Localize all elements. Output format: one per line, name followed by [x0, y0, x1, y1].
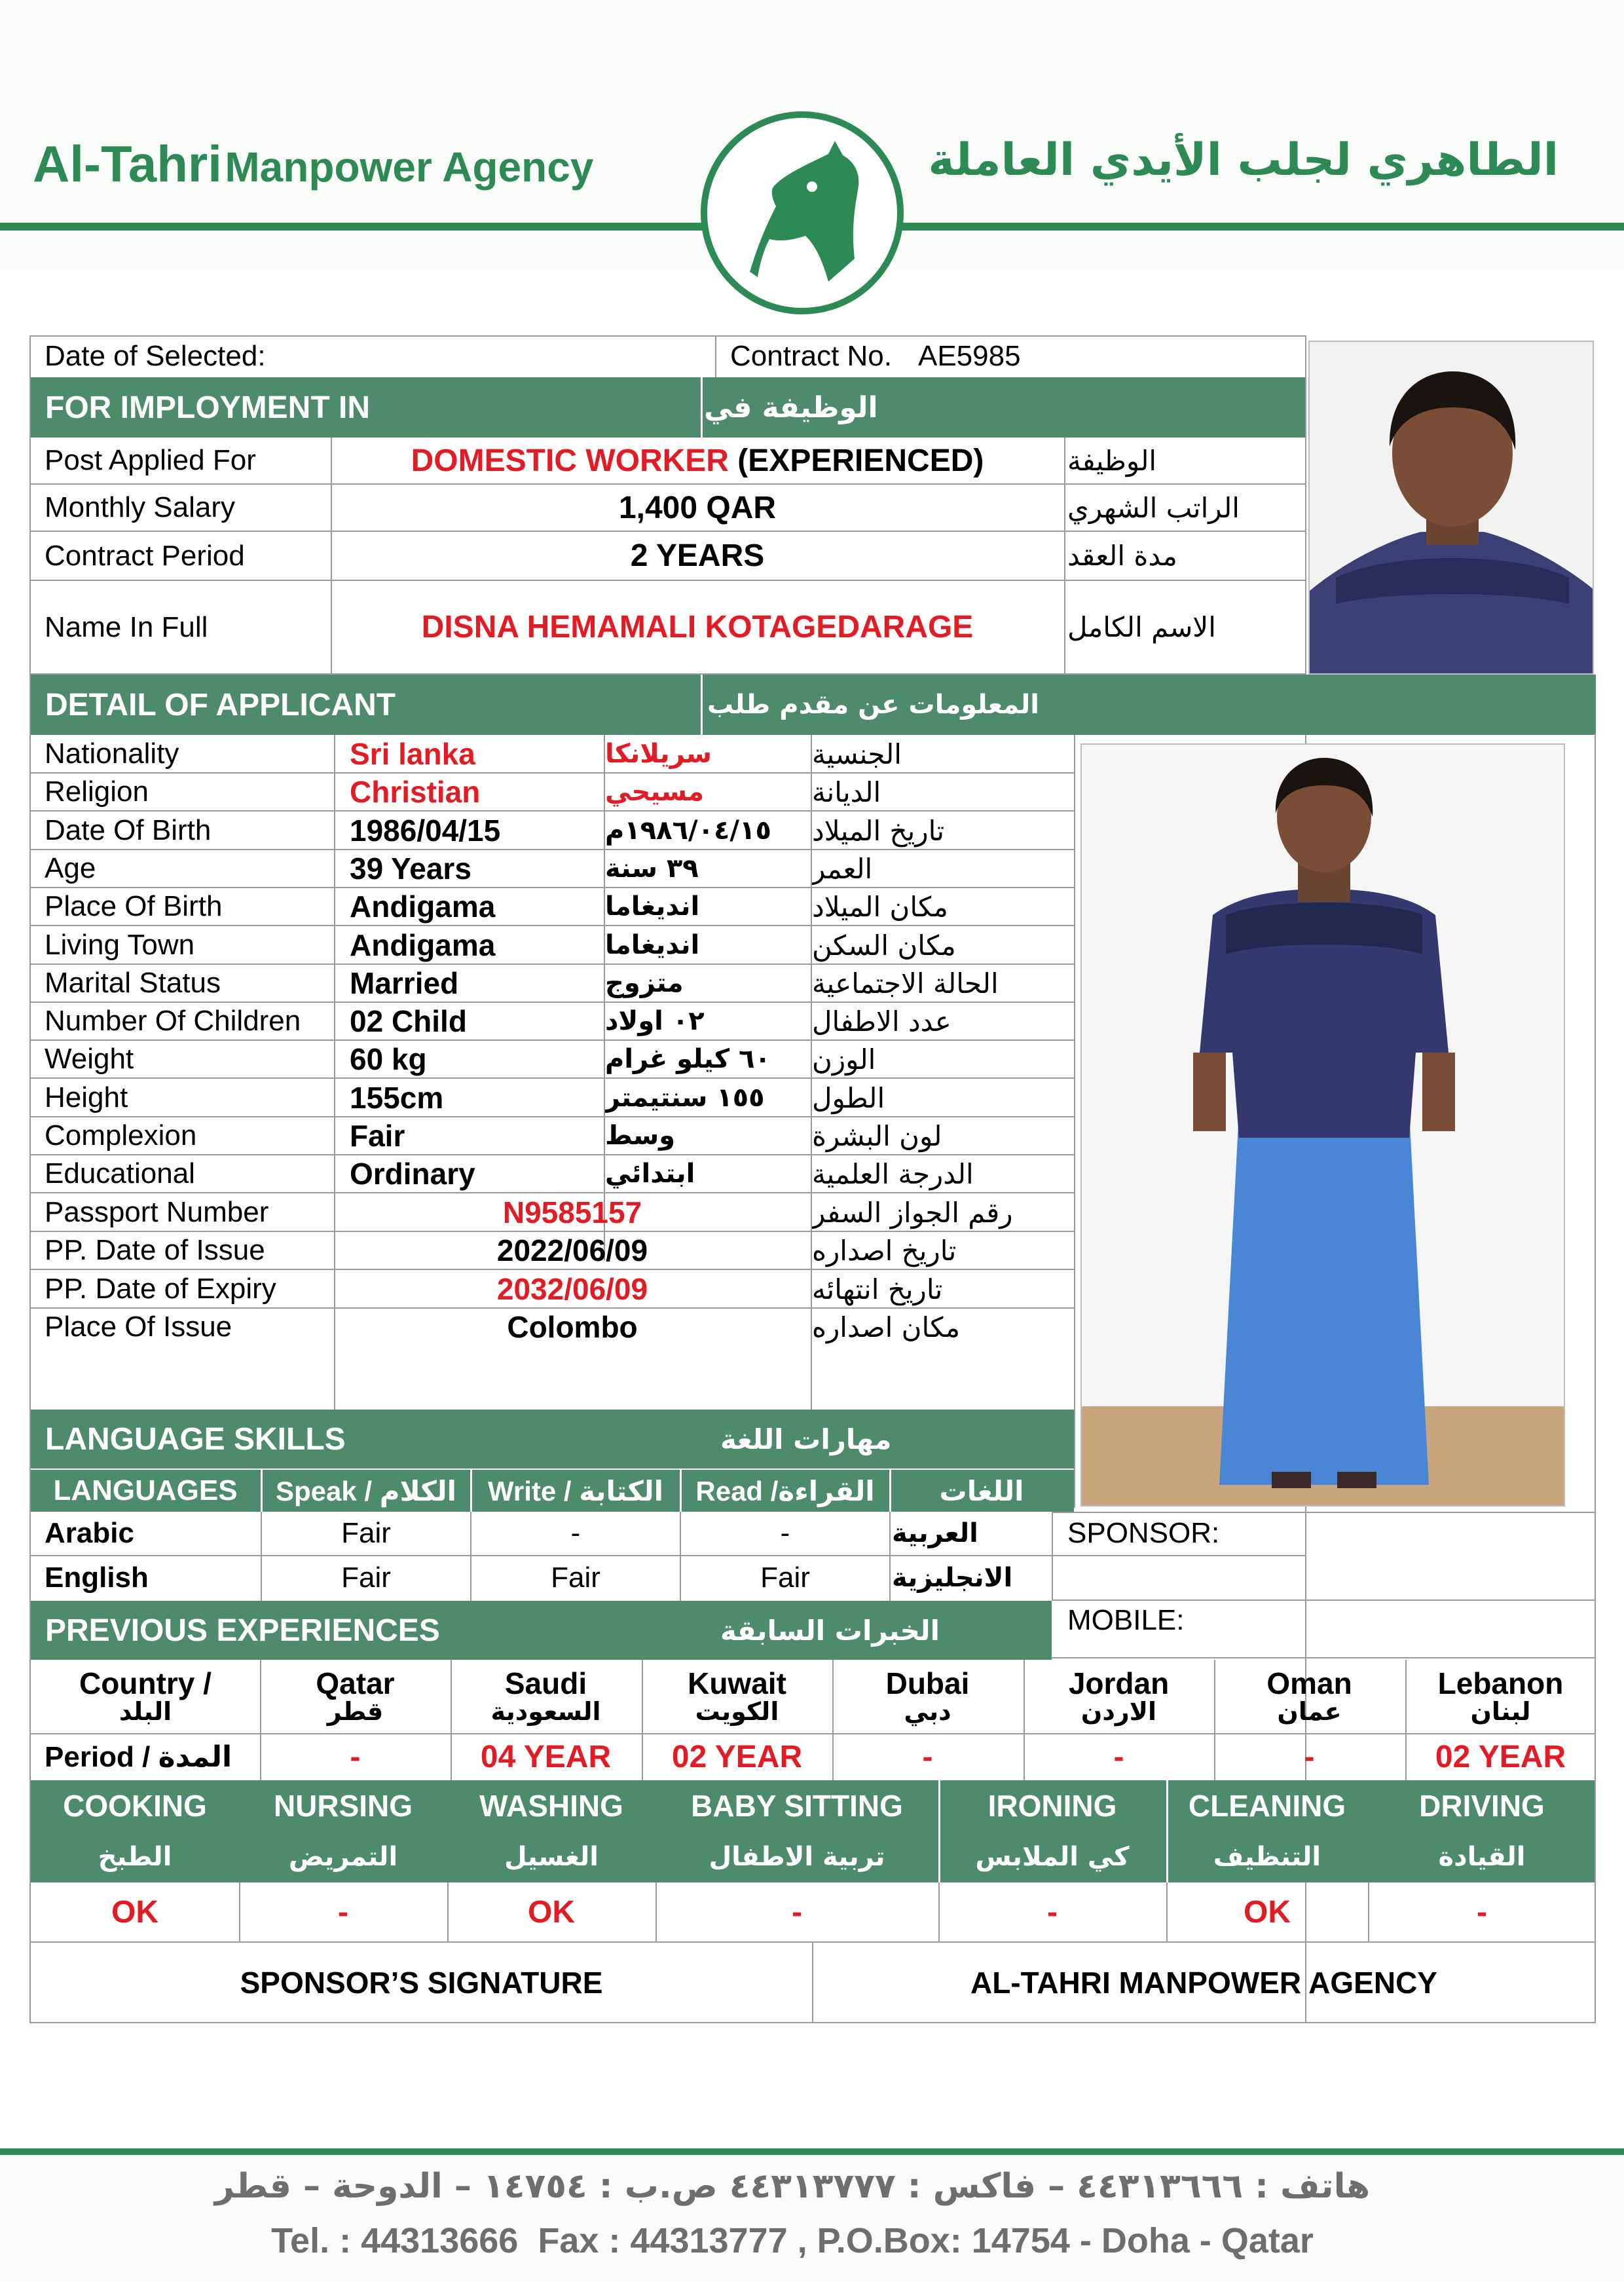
exp-country-ar: لبنان — [1470, 1697, 1531, 1727]
sponsor-label: SPONSOR: — [1067, 1517, 1220, 1549]
applicant-value-ar: ١٥٥ سنتيمتر — [605, 1083, 765, 1113]
value-name: DISNA HEMAMALI KOTAGEDARAGE — [421, 610, 974, 645]
applicant-label-en: Weight — [45, 1043, 134, 1075]
date-selected-label: Date of Selected: — [45, 340, 266, 372]
lang-english-speak: Fair — [341, 1562, 391, 1594]
applicant-value-ar: سريلانكا — [605, 739, 712, 769]
applicant-value-en: 39 Years — [350, 851, 471, 886]
experience-title-en: PREVIOUS EXPERIENCES — [45, 1613, 440, 1648]
applicant-label-ar: الديانة — [812, 776, 881, 808]
passport-label-ar: رقم الجواز السفر — [812, 1196, 1013, 1229]
applicant-label-en: Age — [45, 852, 96, 884]
lang-english: English — [45, 1562, 149, 1594]
applicant-value-ar: انديغاما — [605, 891, 700, 922]
lang-arabic-read: - — [780, 1517, 790, 1549]
applicant-value-en: 1986/04/15 — [350, 814, 501, 848]
value-period: 2 YEARS — [630, 538, 765, 573]
applicant-label-ar: الوزن — [812, 1043, 876, 1076]
label-salary: Monthly Salary — [45, 491, 236, 523]
lang-col-read: Read /القراءة — [695, 1475, 875, 1506]
exp-country-cell — [832, 1660, 1023, 1733]
divider — [938, 1882, 940, 1941]
passport-value: Colombo — [507, 1310, 638, 1344]
employment-title-ar: الوظيفة في — [704, 377, 1293, 438]
exp-country-ar: البلد — [119, 1697, 172, 1727]
applicant-label-en: Place Of Birth — [45, 890, 223, 922]
label-period: Contract Period — [45, 539, 245, 572]
skill-value: - — [792, 1894, 802, 1930]
applicant-label-ar: عدد الاطفال — [812, 1005, 951, 1038]
exp-country-cell — [642, 1660, 832, 1733]
contract-label: Contract No. — [730, 340, 892, 372]
skill-value: - — [1047, 1894, 1058, 1930]
lang-col-write: Write / الكتابة — [488, 1475, 663, 1506]
divider — [1368, 1882, 1369, 1941]
exp-country-ar: قطر — [327, 1697, 384, 1727]
applicant-value-en: Christian — [350, 775, 481, 809]
applicant-label-en: Educational — [45, 1157, 195, 1189]
skill-name-en: IRONING — [987, 1789, 1117, 1823]
skill-name-ar: الغسيل — [504, 1842, 599, 1872]
exp-country-en: Saudi — [504, 1666, 587, 1700]
lang-arabic-ar: العربية — [892, 1518, 978, 1548]
label-salary-ar: الراتب الشهري — [1067, 491, 1240, 524]
applicant-value-en: Fair — [350, 1119, 405, 1153]
applicant-value-ar: متزوج — [605, 968, 684, 998]
passport-label-en: PP. Date of Expiry — [45, 1273, 276, 1305]
applicant-label-ar: لون البشرة — [812, 1119, 942, 1152]
applicant-label-en: Religion — [45, 776, 149, 808]
exp-period-value: - — [350, 1739, 361, 1774]
exp-country-en: Kuwait — [688, 1666, 786, 1700]
exp-country-en: Country / — [79, 1666, 212, 1700]
exp-country-en: Oman — [1266, 1666, 1352, 1700]
applicant-label-en: Living Town — [45, 929, 195, 961]
brand-en-main: Al-Tahri — [33, 135, 222, 193]
divider — [701, 377, 703, 438]
applicant-label-en: Number Of Children — [45, 1005, 301, 1037]
skill-value: - — [1477, 1894, 1487, 1930]
skill-name-en: CLEANING — [1188, 1789, 1346, 1823]
applicant-value-en: Andigama — [350, 928, 496, 962]
applicant-label-en: Nationality — [45, 738, 179, 770]
brand-en — [33, 134, 593, 194]
applicant-value-en: Sri lanka — [350, 737, 475, 771]
exp-period-value: 02 YEAR — [671, 1739, 803, 1774]
contract-no — [730, 335, 1306, 377]
skill-value: OK — [528, 1894, 575, 1930]
passport-value: N9585157 — [502, 1195, 642, 1229]
applicant-label-ar: الجنسية — [812, 738, 902, 770]
applicant-value-en: Married — [350, 966, 459, 1000]
exp-period-value: - — [1304, 1739, 1315, 1774]
divider — [715, 335, 716, 377]
footer-en: Tel. : 44313666 Fax : 44313777 , P.O.Box: 14754 - Doha - Qatar — [271, 2221, 1314, 2260]
label-name: Name In Full — [45, 610, 208, 643]
exp-country-ar: الاردن — [1080, 1697, 1157, 1727]
applicant-value-ar: ١٩٨٦/٠٤/١٥م — [605, 815, 771, 846]
lang-english-read: Fair — [760, 1562, 810, 1594]
exp-country-cell — [451, 1660, 641, 1733]
brand-en-sub: Manpower Agency — [225, 143, 594, 191]
exp-country-ar: عمان — [1277, 1697, 1342, 1727]
applicant-label-ar: الحالة الاجتماعية — [812, 967, 999, 1000]
lang-col-languages: LANGUAGES — [53, 1474, 238, 1506]
skill-name-en: NURSING — [273, 1789, 413, 1823]
applicant-value-en: 60 kg — [350, 1042, 427, 1076]
divider — [239, 1882, 240, 1941]
exp-period-label: Period / المدة — [45, 1740, 232, 1773]
applicant-value-ar: ٠٢ اولاد — [605, 1006, 705, 1036]
exp-country-cell — [1024, 1660, 1214, 1733]
applicant-value-en: Ordinary — [350, 1157, 475, 1191]
exp-period-value: 02 YEAR — [1435, 1739, 1566, 1774]
passport-label-en: PP. Date of Issue — [45, 1234, 265, 1266]
lang-english-write: Fair — [551, 1562, 600, 1594]
skill-name-ar: كي الملابس — [975, 1842, 1130, 1872]
skill-value: OK — [1244, 1894, 1291, 1930]
applicant-value-ar: ٣٩ سنة — [605, 853, 699, 884]
agency-signature: AL-TAHRI MANPOWER AGENCY — [970, 1966, 1437, 2000]
value-post-red: DOMESTIC WORKER — [411, 443, 729, 478]
divider — [938, 1780, 940, 1882]
applicant-label-ar: العمر — [812, 852, 873, 885]
applicant-value-en: 155cm — [350, 1081, 444, 1115]
lang-col-speak: Speak / الكلام — [275, 1475, 457, 1506]
applicant-label-en: Height — [45, 1081, 128, 1113]
applicant-value-ar: وسط — [605, 1121, 676, 1151]
exp-period-value: 04 YEAR — [480, 1739, 612, 1774]
skill-name-en: WASHING — [479, 1789, 623, 1823]
exp-country-cell — [1214, 1660, 1405, 1733]
passport-label-en: Passport Number — [45, 1196, 269, 1228]
employment-title-en: FOR IMPLOYMENT IN — [45, 390, 370, 425]
skill-name-en: DRIVING — [1419, 1789, 1545, 1823]
applicant-label-ar: الطول — [812, 1081, 885, 1114]
language-title-ar: مهارات اللغة — [720, 1423, 892, 1455]
applicant-photo-portrait — [1308, 341, 1594, 675]
lang-arabic-write: - — [570, 1517, 581, 1549]
applicant-label-ar: مكان الميلاد — [812, 890, 948, 923]
applicant-value-en: Andigama — [350, 889, 496, 924]
passport-label-en: Place Of Issue — [45, 1311, 232, 1343]
exp-country-en: Jordan — [1068, 1666, 1170, 1700]
exp-country-en: Lebanon — [1437, 1666, 1564, 1700]
language-title-en: LANGUAGE SKILLS — [45, 1421, 346, 1457]
value-post — [332, 438, 1063, 483]
applicant-label-ar: مكان السكن — [812, 929, 956, 962]
applicant-title-ar: المعلومات عن مقدم طلب — [707, 675, 1581, 735]
skill-name-en: COOKING — [63, 1789, 207, 1823]
contract-value: AE5985 — [917, 340, 1021, 372]
skill-name-ar: الطبخ — [98, 1842, 172, 1872]
horse-head-logo — [697, 108, 907, 318]
skill-name-en: BABY SITTING — [691, 1789, 903, 1823]
passport-value: 2022/06/09 — [496, 1233, 648, 1267]
applicant-label-en: Marital Status — [45, 967, 221, 999]
label-period-ar: مدة العقد — [1067, 540, 1177, 572]
divider — [655, 1882, 657, 1941]
passport-label-ar: تاريخ اصداره — [812, 1234, 957, 1267]
lang-arabic: Arabic — [45, 1517, 134, 1549]
lang-col-languages-ar: اللغات — [939, 1474, 1024, 1507]
experience-title-ar: الخبرات السابقة — [720, 1614, 940, 1647]
exp-country-en: Qatar — [316, 1666, 395, 1700]
footer-ar: هاتف : ٤٤٣١٣٦٦٦ – فاكس : ٤٤٣١٣٧٧٧ ص.ب : ١٤٧٥٤ – الدوحة – قطر — [214, 2167, 1371, 2206]
applicant-value-en: 02 Child — [350, 1004, 467, 1038]
exp-country-en: Dubai — [885, 1666, 970, 1700]
divider — [1064, 438, 1065, 673]
divider — [1166, 1780, 1168, 1882]
lang-arabic-speak: Fair — [341, 1517, 391, 1549]
footer-line — [0, 2148, 1624, 2155]
lang-english-ar: الانجليزية — [892, 1563, 1013, 1593]
value-salary: 1,400 QAR — [618, 490, 777, 525]
mobile-label: MOBILE: — [1067, 1604, 1185, 1636]
skill-name-ar: التمريض — [288, 1842, 398, 1872]
applicant-title-en: DETAIL OF APPLICANT — [45, 687, 396, 722]
skill-value: OK — [111, 1894, 158, 1930]
exp-country-cell — [1405, 1660, 1596, 1733]
exp-country-ar: السعودية — [490, 1697, 601, 1727]
exp-country-cell — [260, 1660, 451, 1733]
skill-value: - — [338, 1894, 348, 1930]
applicant-label-ar: تاريخ الميلاد — [812, 814, 945, 847]
date-selected — [45, 335, 712, 377]
applicant-label-en: Complexion — [45, 1119, 197, 1151]
applicant-value-ar: مسيحي — [605, 777, 705, 807]
skill-name-ar: التنظيف — [1213, 1842, 1321, 1872]
exp-period-value: - — [922, 1739, 933, 1774]
exp-period-value: - — [1113, 1739, 1124, 1774]
exp-country-ar: دبي — [904, 1697, 951, 1727]
applicant-value-ar: ٦٠ كيلو غرام — [605, 1044, 771, 1074]
label-post-ar: الوظيفة — [1067, 444, 1157, 477]
applicant-label-ar: الدرجة العلمية — [812, 1157, 974, 1190]
exp-country-ar: الكويت — [695, 1697, 779, 1727]
divider — [701, 675, 703, 735]
label-post: Post Applied For — [45, 444, 256, 476]
value-post-black: (EXPERIENCED) — [728, 443, 984, 478]
skill-name-ar: القيادة — [1438, 1842, 1526, 1872]
applicant-label-en: Date Of Birth — [45, 814, 212, 846]
brand-ar: الطاهري لجلب الأيدي العاملة — [928, 134, 1559, 186]
label-name-ar: الاسم الكامل — [1067, 611, 1216, 643]
divider — [447, 1882, 449, 1941]
sponsor-signature: SPONSOR’S SIGNATURE — [240, 1966, 603, 2000]
passport-label-ar: مكان اصداره — [812, 1311, 961, 1343]
passport-value: 2032/06/09 — [496, 1272, 648, 1306]
passport-label-ar: تاريخ انتهائه — [812, 1273, 943, 1305]
applicant-value-ar: انديغاما — [605, 930, 700, 960]
applicant-value-ar: ابتدائي — [605, 1159, 695, 1189]
skill-name-ar: تربية الاطفال — [709, 1842, 885, 1872]
divider — [1166, 1882, 1168, 1941]
